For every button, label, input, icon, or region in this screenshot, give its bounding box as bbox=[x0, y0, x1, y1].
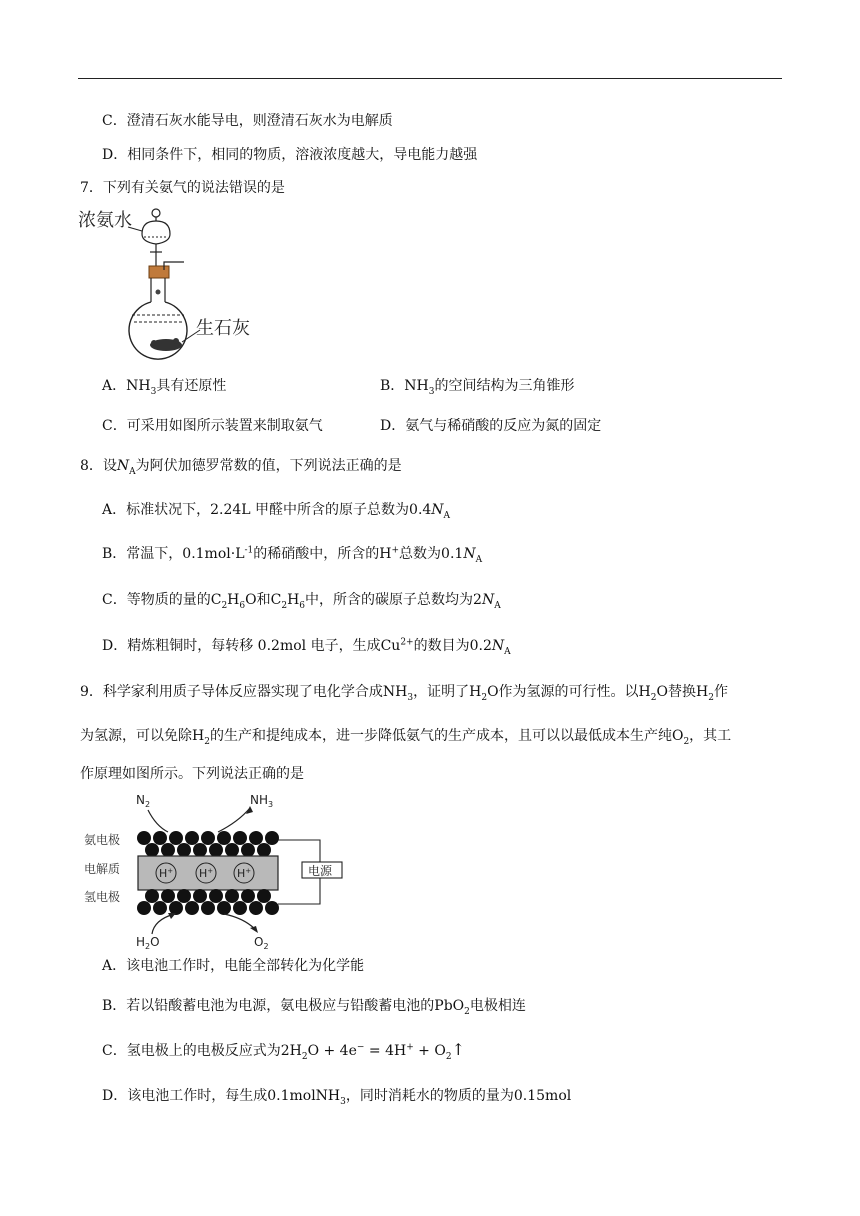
q7-stem: 7．下列有关氨气的说法错误的是 bbox=[80, 180, 285, 196]
q7-option-b: B．$NH_3$的空间结构为三角锥形 bbox=[380, 378, 575, 397]
q9-option-b: B．若以铅酸蓄电池为电源，氨电极应与铅酸蓄电池的PbO$_2$电极相连 bbox=[102, 998, 526, 1017]
figure-label-conc-ammonia: 浓氨水 bbox=[78, 210, 132, 231]
q6-option-c: C．澄清石灰水能导电，则澄清石灰水为电解质 bbox=[102, 113, 393, 129]
ammonia-apparatus-figure bbox=[76, 204, 276, 364]
bottom-electrode-particles bbox=[137, 889, 279, 915]
figure-o2-label: $O_2$ bbox=[254, 935, 269, 951]
q7-option-c: C．可采用如图所示装置来制取氨气 bbox=[102, 418, 323, 434]
figure-label-ammonia-electrode: 氨电极 bbox=[84, 833, 121, 847]
q7-option-a: A．$NH_3$具有还原性 bbox=[102, 378, 227, 397]
top-electrode-particles bbox=[137, 831, 279, 857]
svg-text:H+: H+ bbox=[199, 867, 214, 880]
q8-option-d: D．精炼粗铜时，每转移 0.2mol 电子，生成$Cu^{2+}$的数目为$0.2N_A$ bbox=[102, 637, 511, 657]
q9-stem-line1: 9．科学家利用质子导体反应器实现了电化学合成$NH_3$，证明了$H_2O$作为氢源的可行性。以$H_2O$替换$H_2$作 bbox=[80, 684, 728, 703]
svg-text:H+: H+ bbox=[237, 867, 252, 880]
q8-option-a: A．标准状况下，2.24L 甲醛中所含的原子总数为$0.4N_A$ bbox=[102, 502, 451, 521]
q8-stem: 8．设$N_A$为阿伏加德罗常数的值，下列说法正确的是 bbox=[80, 458, 402, 477]
header-rule bbox=[78, 78, 782, 79]
figure-nh3-label: $NH_3$ bbox=[250, 793, 274, 809]
q9-option-d: D．该电池工作时，每生成0.1molNH$_3$，同时消耗水的物质的量为0.15mol bbox=[102, 1088, 572, 1107]
figure-label-hydrogen-electrode: 氢电极 bbox=[84, 890, 121, 904]
figure-n2-label: $N_2$ bbox=[136, 793, 151, 809]
figure-label-electrolyte: 电解质 bbox=[84, 862, 121, 876]
electrochemical-reactor-figure bbox=[78, 792, 368, 952]
figure-power-source-label: 电源 bbox=[308, 864, 333, 878]
q6-option-d: D．相同条件下，相同的物质，溶液浓度越大，导电能力越强 bbox=[102, 147, 478, 163]
svg-text:H+: H+ bbox=[159, 867, 174, 880]
q9-stem-line3: 作原理如图所示。下列说法正确的是 bbox=[80, 766, 304, 782]
figure-label-quicklime: 生石灰 bbox=[196, 318, 250, 339]
q9-option-c: C．氢电极上的电极反应式为$2H_2O + 4e^- = 4H^+$ + $O_2↑$ bbox=[102, 1040, 465, 1062]
q8-option-b: B．常温下，$0.1mol\cdot L^{-1}$的稀硝酸中，所含的H+总数为$0.1N_A$ bbox=[102, 545, 483, 565]
figure-h2o-label: $H_2O$ bbox=[136, 935, 160, 951]
q8-option-c: C．等物质的量的$C_2H_6O$和$C_2H_6$中，所含的碳原子总数均为$2N_A$ bbox=[102, 592, 501, 611]
q9-option-a: A．该电池工作时，电能全部转化为化学能 bbox=[102, 958, 365, 974]
q9-stem-line2: 为氢源，可以免除$H_2$的生产和提纯成本，进一步降低氨气的生产成本，且可以以最低成本生产纯$O_2$，其工 bbox=[80, 728, 732, 747]
q7-option-d: D．氨气与稀硝酸的反应为氮的固定 bbox=[380, 418, 602, 434]
